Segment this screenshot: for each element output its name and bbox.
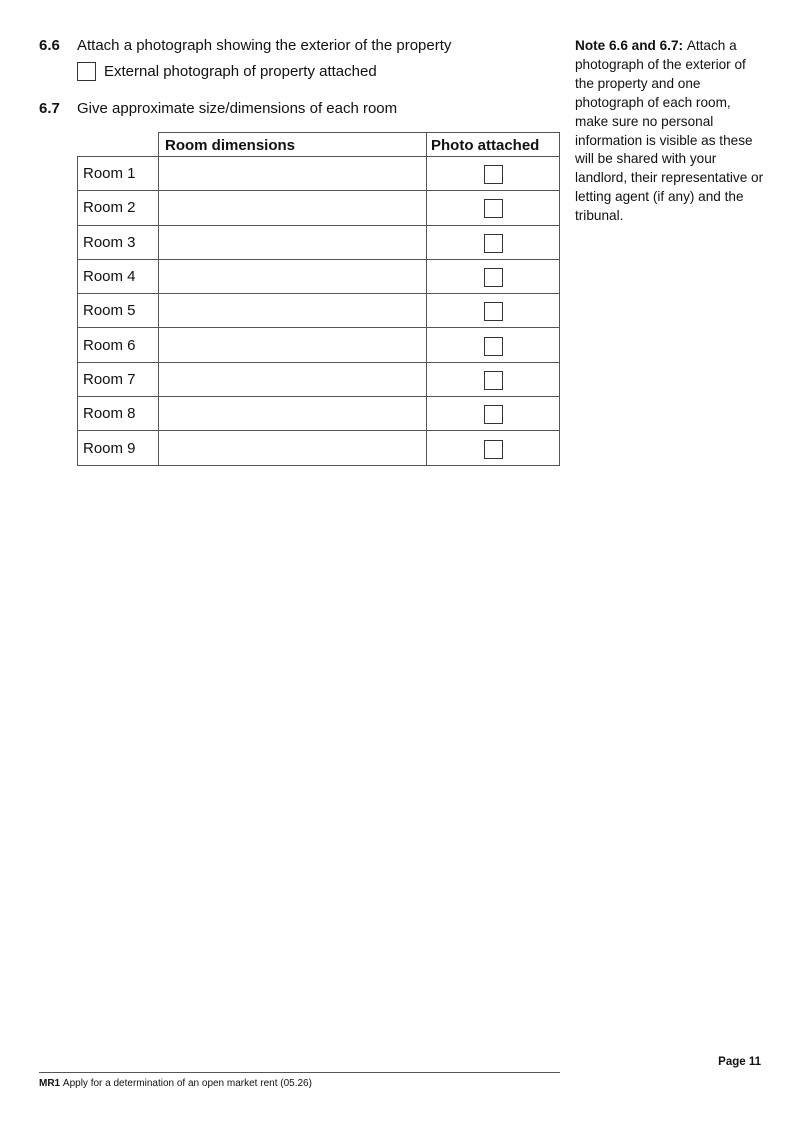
footer <box>39 1078 312 1089</box>
room-label: Room 2 <box>78 191 159 225</box>
photo-attached-checkbox[interactable] <box>484 371 503 390</box>
photo-attached-checkbox[interactable] <box>484 199 503 218</box>
header-room-dimensions: Room dimensions <box>159 133 427 157</box>
photo-attached-cell <box>427 431 560 465</box>
room-dimensions-field[interactable] <box>159 157 427 191</box>
note-title: Note 6.6 and 6.7: <box>575 38 687 53</box>
photo-attached-checkbox[interactable] <box>484 337 503 356</box>
room-dimensions-table <box>77 132 560 466</box>
question-6-6 <box>39 37 451 54</box>
photo-attached-checkbox[interactable] <box>484 440 503 459</box>
photo-attached-cell <box>427 328 560 362</box>
page-number: Page 11 <box>718 1056 761 1068</box>
room-rows <box>78 157 560 466</box>
photo-attached-cell <box>427 191 560 225</box>
room-dimensions-field[interactable] <box>159 225 427 259</box>
form-title: Apply for a determination of an open market rent (05.26) <box>62 1078 312 1089</box>
form-code: MR1 <box>39 1078 63 1089</box>
side-note <box>575 37 765 226</box>
external-photo-label: External photograph of property attached <box>104 63 377 80</box>
room-dimensions-field[interactable] <box>159 328 427 362</box>
external-photo-checkbox[interactable] <box>77 62 96 81</box>
question-6-7 <box>39 100 397 117</box>
table-row <box>78 397 560 431</box>
table-row <box>78 191 560 225</box>
question-text: Attach a photograph showing the exterior of the property <box>77 37 452 54</box>
room-dimensions-field[interactable] <box>159 191 427 225</box>
header-photo-attached: Photo attached <box>427 133 560 157</box>
photo-attached-cell <box>427 225 560 259</box>
photo-attached-cell <box>427 157 560 191</box>
table-row <box>78 328 560 362</box>
photo-attached-cell <box>427 397 560 431</box>
photo-attached-checkbox[interactable] <box>484 302 503 321</box>
room-label: Room 3 <box>78 225 159 259</box>
table-row <box>78 259 560 293</box>
room-dimensions-field[interactable] <box>159 294 427 328</box>
table-row <box>78 294 560 328</box>
room-dimensions-field[interactable] <box>159 431 427 465</box>
table-header-row <box>78 133 560 157</box>
note-body: Attach a photograph of the exterior of the property and one photograph of each room, make sure no personal information is visible as these will be shared with your landlord, their representative or letting agent (if any) and the tribunal. <box>575 38 764 224</box>
photo-attached-cell <box>427 362 560 396</box>
room-dimensions-field[interactable] <box>159 259 427 293</box>
room-label: Room 7 <box>78 362 159 396</box>
question-number: 6.6 <box>39 37 60 54</box>
footer-divider <box>39 1072 560 1073</box>
table-row <box>78 225 560 259</box>
photo-attached-checkbox[interactable] <box>484 234 503 253</box>
room-label: Room 6 <box>78 328 159 362</box>
question-text: Give approximate size/dimensions of each room <box>77 100 398 117</box>
photo-attached-checkbox[interactable] <box>484 165 503 184</box>
question-number: 6.7 <box>39 100 60 117</box>
room-label: Room 5 <box>78 294 159 328</box>
room-dimensions-field[interactable] <box>159 397 427 431</box>
table-row <box>78 431 560 465</box>
external-photo-option[interactable] <box>77 62 377 81</box>
table-row <box>78 157 560 191</box>
photo-attached-cell <box>427 294 560 328</box>
photo-attached-cell <box>427 259 560 293</box>
room-dimensions-field[interactable] <box>159 362 427 396</box>
room-label: Room 9 <box>78 431 159 465</box>
header-blank-cell <box>78 133 159 157</box>
table-row <box>78 362 560 396</box>
photo-attached-checkbox[interactable] <box>484 405 503 424</box>
room-label: Room 4 <box>78 259 159 293</box>
photo-attached-checkbox[interactable] <box>484 268 503 287</box>
room-label: Room 8 <box>78 397 159 431</box>
room-label: Room 1 <box>78 157 159 191</box>
